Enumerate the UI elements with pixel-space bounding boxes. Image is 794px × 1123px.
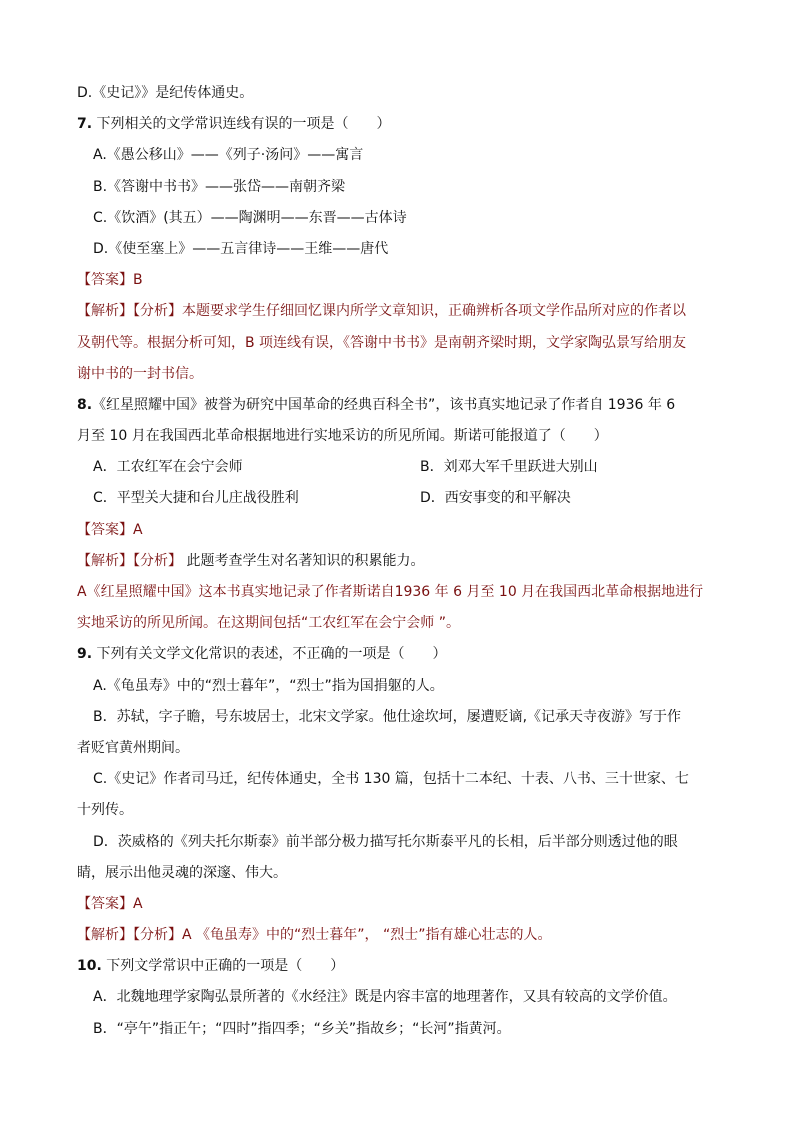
question-text: 下列有关文学文化常识的表述，不正确的一项是（ ） — [96, 646, 447, 663]
previous-option-tail: D.《史记》》是纪传体通史。 — [77, 85, 254, 101]
question-8-stem-line: 月至 10 月在我国西北革命根据地进行实地采访的所见所闻。斯诺可能报道了（ ） — [77, 428, 608, 445]
question-7-stem — [77, 109, 727, 140]
question-text: 《红星照耀中国》被誉为研究中国革命的经典百科全书”，该书真实地记录了作者自 1936 年 6 — [92, 396, 676, 413]
q9-option-c-cont: 十列传。 — [77, 802, 133, 819]
analysis-text: 此题考查学生对名著知识的积累能力。 — [182, 552, 425, 569]
question-number: 7. — [77, 116, 93, 133]
question-text: 下列文学常识中正确的一项是（ ） — [106, 958, 345, 975]
q7-answer — [77, 265, 727, 296]
q7-option-c: C.《饮酒》(其五）——陶渊明——东晋——古体诗 — [93, 209, 407, 226]
answer-value: A — [133, 895, 143, 912]
q9-option-b-cont: 者贬官黄州期间。 — [77, 739, 189, 756]
answer-label: 【答案】 — [77, 272, 133, 289]
q7-analysis-line: 及朝代等。根据分析可知，B 项连线有误，《答谢中书书》是南朝齐梁时期，文学家陶弘景写给朋友 — [77, 334, 687, 351]
q9-option-d: D．茨威格的《列夫托尔斯泰》前半部分极力描写托尔斯泰平凡的长相，后半部分则透过他的眼 — [93, 833, 678, 850]
question-number: 9. — [77, 646, 93, 663]
analysis-label: 【解析】【分析】 — [77, 927, 182, 944]
document-page — [77, 78, 727, 1045]
q7-analysis — [77, 296, 727, 327]
question-text: 下列相关的文学常识连线有误的一项是（ ） — [96, 116, 391, 133]
answer-value: B — [133, 272, 143, 289]
question-8-stem — [77, 390, 727, 421]
q8-options-row-2 — [77, 483, 727, 514]
q7-option-a: A.《愚公移山》——《列子·汤问》——寓言 — [93, 147, 364, 164]
analysis-label: 【解析】【分析】 — [77, 552, 182, 569]
q9-option-a: A.《龟虽寿》中的“烈士暮年”，“烈士”指为国捐躯的人。 — [93, 677, 444, 694]
q8-analysis-line: 实地采访的所见所闻。在这期间包括“工农红军在会宁会师 ”。 — [77, 615, 460, 632]
q8-option-d: D．西安事变的和平解决 — [420, 490, 571, 507]
question-9-stem — [77, 639, 727, 670]
q9-option-d-cont: 睛，展示出他灵魂的深邃、伟大。 — [77, 864, 287, 881]
q8-answer — [77, 515, 727, 546]
q7-option-d: D.《使至塞上》——五言律诗——王维——唐代 — [93, 240, 389, 257]
q10-option-a: A．北魏地理学家陶弘景所著的《水经注》既是内容丰富的地理著作，又具有较高的文学价值。 — [93, 989, 677, 1006]
analysis-text: 本题要求学生仔细回忆课内所学文章知识，正确辨析各项文学作品所对应的作者以 — [182, 303, 686, 320]
q8-analysis-line: A《红星照耀中国》这本书真实地记录了作者斯诺自1936 年 6 月至 10 月在我国西北革命根据地进行 — [77, 584, 704, 600]
q9-option-c: C.《史记》作者司马迁，纪传体通史，全书 130 篇，包括十二本纪、十表、八书、三十世家、七 — [93, 771, 689, 788]
question-10-stem — [77, 951, 727, 982]
q10-option-b: B．“亭午”指正午；“四时”指四季；“乡关”指故乡；“长河”指黄河。 — [93, 1020, 511, 1037]
answer-label: 【答案】 — [77, 895, 133, 912]
question-number: 10. — [77, 958, 102, 975]
q8-option-b: B．刘邓大军千里跃进大别山 — [420, 459, 598, 476]
q7-analysis-line: 谢中书的一封书信。 — [77, 365, 203, 382]
analysis-label: 【解析】【分析】 — [77, 303, 182, 320]
q9-answer — [77, 889, 727, 920]
q8-options-row-1 — [77, 452, 727, 483]
q7-option-b: B.《答谢中书书》——张岱——南朝齐梁 — [93, 178, 346, 195]
q8-analysis — [77, 546, 727, 577]
q8-option-a: A．工农红军在会宁会师 — [93, 459, 243, 476]
answer-value: A — [133, 521, 143, 538]
q9-analysis — [77, 920, 727, 951]
answer-label: 【答案】 — [77, 521, 133, 538]
question-number: 8. — [77, 396, 93, 413]
q8-option-c: C．平型关大捷和台儿庄战役胜利 — [93, 490, 299, 507]
q9-option-b: B．苏轼，字子瞻，号东坡居士，北宋文学家。他仕途坎坷，屡遭贬谪,《记承天寺夜游》写于作 — [93, 708, 682, 725]
analysis-text: A 《龟虽寿》中的“烈士暮年”， “烈士”指有雄心壮志的人。 — [182, 927, 552, 944]
